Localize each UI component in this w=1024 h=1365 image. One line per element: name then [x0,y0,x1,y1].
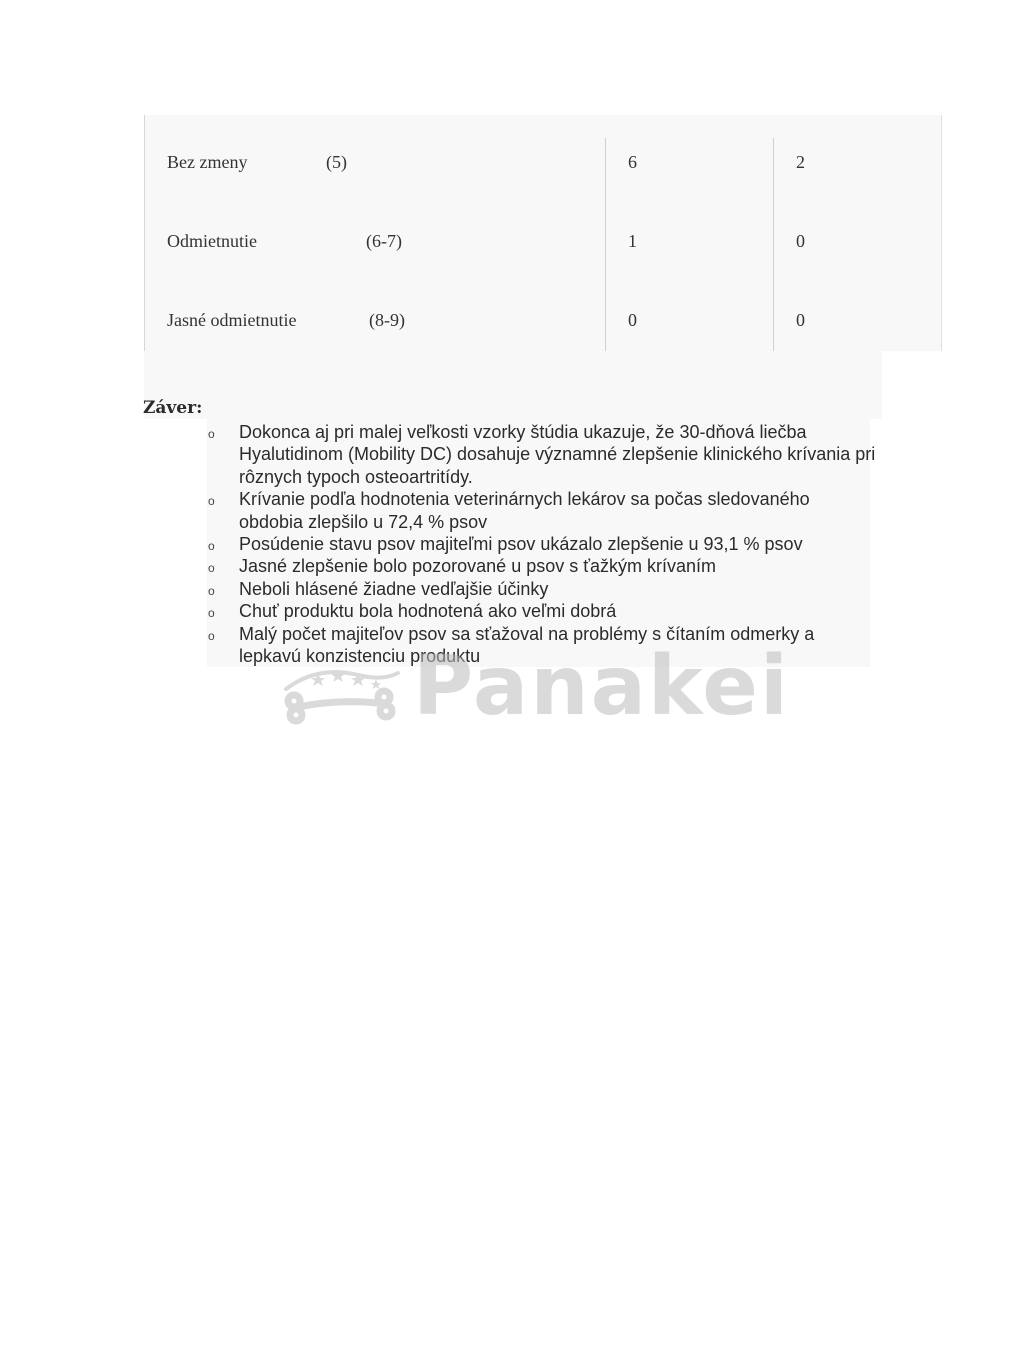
table-row [145,302,941,342]
list-item-text: Posúdenie stavu psov majiteľmi psov ukázalo zlepšenie u 93,1 % psov [239,534,803,555]
row-label: Jasné odmietnutie [167,310,297,330]
section-title: Záver: [143,398,203,418]
watermark-text: Panakei [413,639,790,734]
cell-value: 1 [628,231,637,251]
row-label: Bez zmeny [167,152,248,172]
bone-logo-icon [278,655,408,725]
list-item [208,555,878,577]
row-label: Odmietnutie [167,231,257,251]
list-item [208,600,878,622]
row-range: (6-7) [366,231,402,251]
list-item-text: Jasné zlepšenie bolo pozorované u psov s ťažkým krívaním [239,556,716,577]
results-table [144,115,942,351]
list-item-text: Chuť produktu bola hodnotená ako veľmi dobrá [239,601,617,622]
table-row [145,144,941,184]
bullet-marker: o [208,427,215,441]
bullet-marker: o [208,539,215,554]
list-item [208,421,878,488]
list-item-text: Malý počet majiteľov psov sa sťažoval na problémy s čítaním odmerky a lepkavú konzistenciu produktu [239,623,815,667]
bullet-marker: o [208,561,215,576]
cell-value: 0 [796,310,805,330]
list-item-text: Krívanie podľa hodnotenia veterinárnych lekárov sa počas sledovaného obdobia zlepšilo u 72,4 % psov [239,489,810,532]
cell-value: 6 [628,152,637,172]
row-range: (8-9) [369,310,405,330]
list-item [208,488,878,533]
list-item-text: Neboli hlásené žiadne vedľajšie účinky [239,578,549,599]
bullet-marker: o [208,606,215,621]
list-item [208,533,878,555]
cell-value: 2 [796,152,805,172]
bullet-marker: o [208,494,215,509]
bullet-marker: o [208,583,215,598]
cell-value: 0 [628,310,637,330]
list-item [208,578,878,600]
conclusion-list [208,421,878,667]
bullet-marker: o [208,628,215,643]
row-range: (5) [326,152,347,172]
list-item-text: Dokonca aj pri malej veľkosti vzorky štúdia ukazuje, že 30-dňová liečba Hyalutidinom (Mobility DC) dosahuje významné zlepšenie klinického krívania pri rôznych typoch osteoartritídy. [239,422,876,487]
table-row [145,223,941,263]
cell-value: 0 [796,231,805,251]
table-footer-background [144,351,882,419]
